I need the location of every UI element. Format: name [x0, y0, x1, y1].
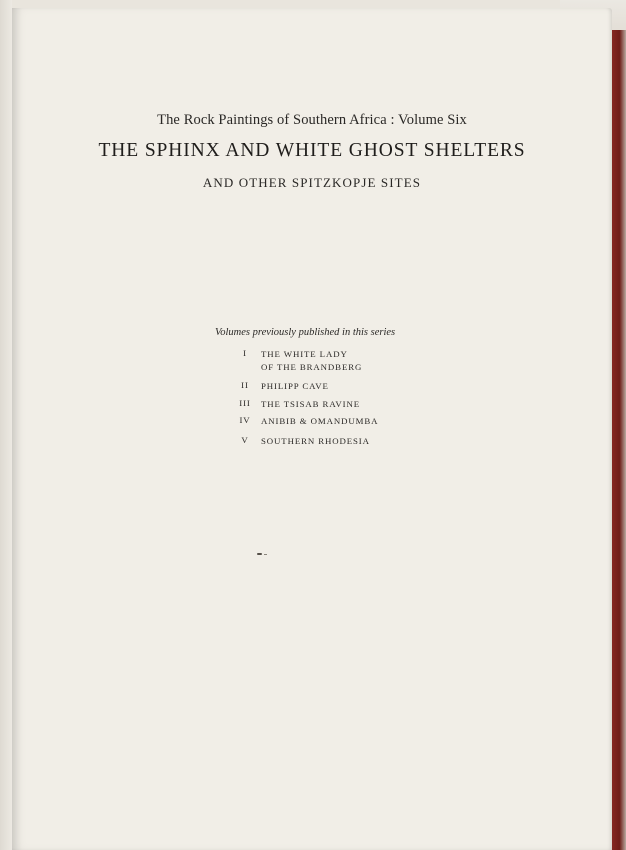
series-line: The Rock Paintings of Southern Africa : Volume Six [157, 112, 467, 128]
volume-title: PHILIPP CAVE [261, 381, 329, 391]
book-title: THE SPHINX AND WHITE GHOST SHELTERS [98, 140, 526, 161]
book-page [12, 8, 612, 850]
book-subtitle: AND OTHER SPITZKOPJE SITES [202, 175, 422, 190]
ink-speck [264, 554, 267, 555]
volume-numeral: III [239, 398, 251, 408]
page-gutter-shadow [12, 8, 22, 850]
volume-title: SOUTHERN RHODESIA [261, 436, 370, 446]
volume-title-line: OF THE BRANDBERG [261, 361, 363, 372]
volume-numeral: I [243, 348, 247, 358]
volume-numeral: V [241, 435, 249, 445]
volume-title-line: THE WHITE LADY [261, 349, 348, 359]
volume-title: THE TSISAB RAVINE [261, 399, 361, 409]
volume-title [261, 348, 431, 373]
book-cover-edge [610, 30, 626, 850]
previous-volumes-heading: Volumes previously published in this series [215, 327, 396, 338]
backdrop-left [0, 0, 12, 850]
ink-speck [257, 553, 262, 555]
volume-numeral: II [241, 380, 249, 390]
volume-title: ANIBIB & OMANDUMBA [261, 416, 379, 426]
volume-numeral: IV [239, 415, 251, 425]
